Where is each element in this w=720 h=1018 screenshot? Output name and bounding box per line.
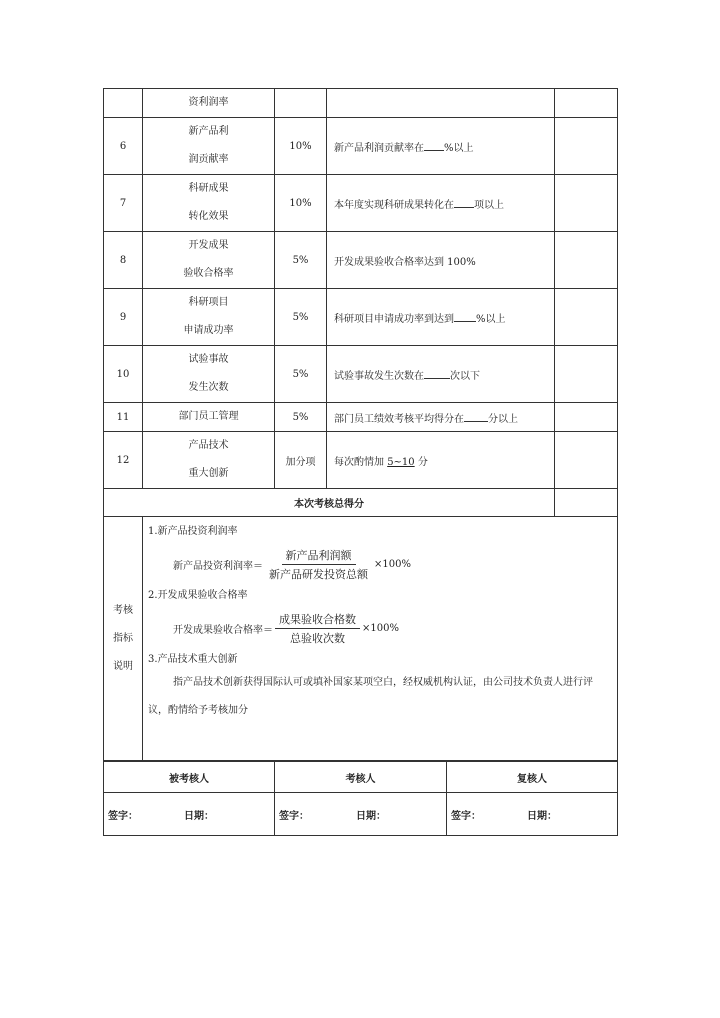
kpi-target [327,89,555,118]
kpi-row [104,89,618,118]
kpi-name: 部门员工管理 [143,403,275,432]
formula1-numerator: 新产品利润额 [282,547,356,565]
kpi-score [555,89,618,118]
item3-text: 指产品技术创新获得国际认可或填补国家某项空白，经权威机构认证，由公司技术负责人进行评议，酌情给予考核加分 [148,677,593,716]
kpi-row [104,232,618,289]
kpi-name: 科研项目 申请成功率 [143,289,275,346]
total-score-label: 本次考核总得分 [104,489,555,517]
formula1-denominator: 新产品研发投资总额 [269,567,368,581]
explanation-label: 考核 指标 说明 [104,517,143,761]
kpi-row [104,403,618,432]
formula2-title: 2.开发成果验收合格率 [148,590,248,601]
kpi-weight: 5% [275,289,327,346]
kpi-row [104,346,618,403]
kpi-score [555,289,618,346]
fill-blank[interactable] [454,197,474,208]
kpi-number: 9 [104,289,143,346]
kpi-weight: 5% [275,346,327,403]
kpi-target: 每次酌情加 5~10 分 [327,432,555,489]
kpi-target: 新产品利润贡献率在 %以上 [327,118,555,175]
formula1: 新产品投资利润率＝ $\frac{\text{新产品利润额}}{\text{新产品研发投资总额}}$ ×100% [173,548,411,581]
kpi-weight: 5% [275,403,327,432]
kpi-name: 科研成果 转化效果 [143,175,275,232]
explanation-content [143,517,618,761]
assessee-sign-cell[interactable]: 签字： 日期： [104,793,275,836]
formula2: 开发成果验收合格率＝ $\frac{\text{成果验收合格数}}{\text{总验收次数}}$ ×100% [173,612,399,645]
kpi-weight: 5% [275,232,327,289]
fill-blank[interactable] [454,311,476,322]
kpi-row [104,432,618,489]
reviewer-label: 复核人 [447,762,618,793]
fill-blank[interactable] [464,411,488,422]
kpi-number: 12 [104,432,143,489]
total-score-cell [555,489,618,517]
kpi-target: 开发成果验收合格率达到 100% [327,232,555,289]
kpi-number: 6 [104,118,143,175]
assessee-label: 被考核人 [104,762,275,793]
kpi-score [555,432,618,489]
kpi-score [555,403,618,432]
assessor-label: 考核人 [275,762,447,793]
assessment-table [103,88,618,761]
kpi-number: 10 [104,346,143,403]
total-score-row [104,489,618,517]
assessor-sign-cell[interactable]: 签字： 日期： [275,793,447,836]
kpi-row [104,118,618,175]
signature-table [103,761,618,836]
formula2-denominator: 总验收次数 [290,631,345,645]
kpi-score [555,232,618,289]
kpi-score [555,346,618,403]
kpi-score [555,118,618,175]
kpi-row [104,289,618,346]
kpi-score [555,175,618,232]
kpi-number: 8 [104,232,143,289]
item3-title: 3.产品技术重大创新 [148,654,238,665]
kpi-name: 新产品利 润贡献率 [143,118,275,175]
fill-blank[interactable] [424,140,444,151]
formula1-title: 1.新产品投资利润率 [148,526,238,537]
kpi-weight [275,89,327,118]
fill-blank[interactable] [424,368,450,379]
kpi-number: 11 [104,403,143,432]
kpi-weight: 10% [275,175,327,232]
kpi-target: 科研项目申请成功率到达到 %以上 [327,289,555,346]
kpi-target: 试验事故发生次数在 次以下 [327,346,555,403]
kpi-name: 资利润率 [143,89,275,118]
kpi-name: 开发成果 验收合格率 [143,232,275,289]
kpi-weight: 10% [275,118,327,175]
reviewer-sign-cell[interactable]: 签字： 日期： [447,793,618,836]
signature-fields-row [104,793,618,836]
kpi-target: 部门员工绩效考核平均得分在 分以上 [327,403,555,432]
signature-roles-row [104,762,618,793]
kpi-target: 本年度实现科研成果转化在 项以上 [327,175,555,232]
kpi-row [104,175,618,232]
formula2-numerator: 成果验收合格数 [275,611,360,629]
explanation-row [104,517,618,761]
kpi-name: 试验事故 发生次数 [143,346,275,403]
kpi-name: 产品技术 重大创新 [143,432,275,489]
kpi-number [104,89,143,118]
kpi-weight: 加分项 [275,432,327,489]
kpi-number: 7 [104,175,143,232]
